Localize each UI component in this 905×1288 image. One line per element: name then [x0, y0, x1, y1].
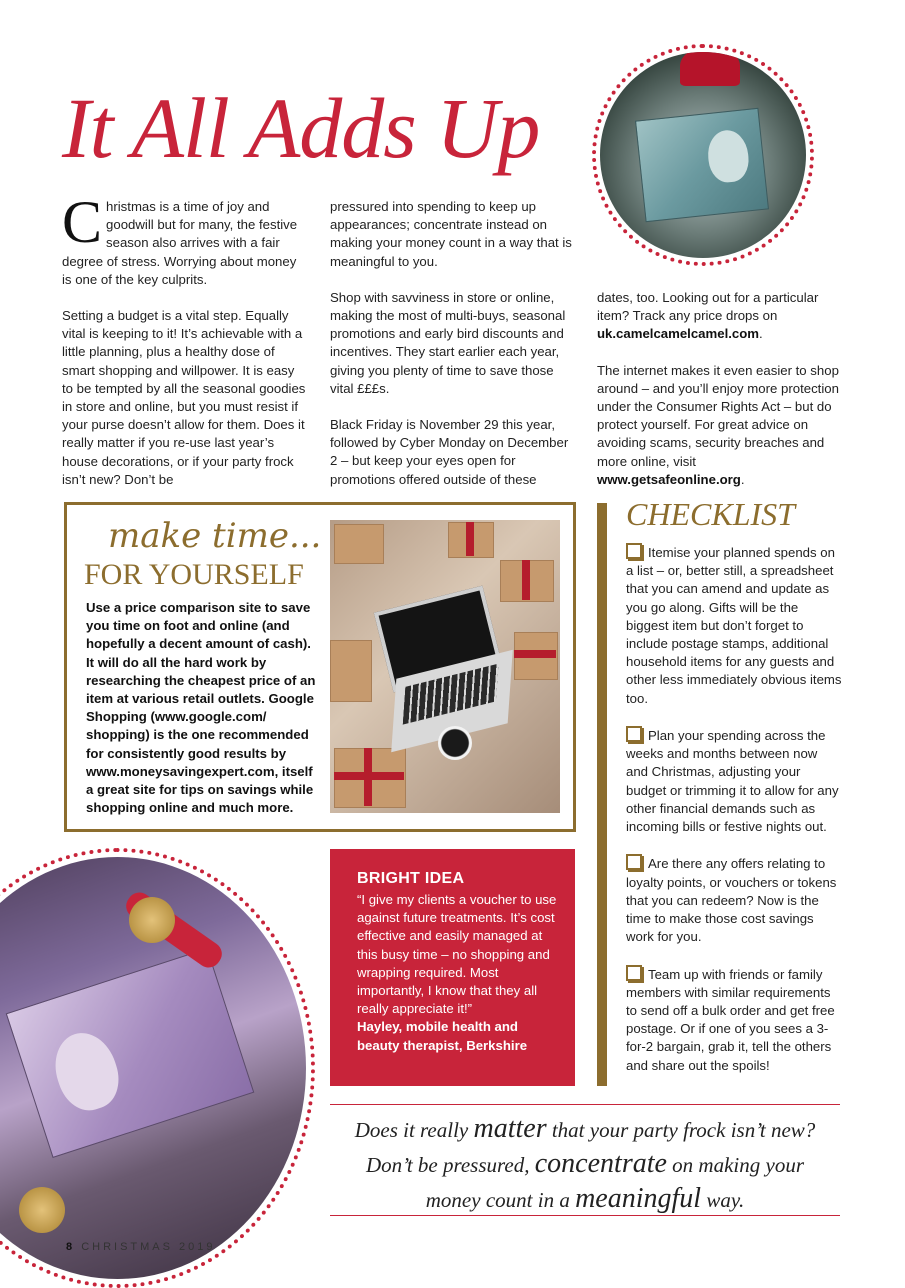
banknotes-tinsel-photo — [0, 848, 315, 1288]
bright-idea-title: BRIGHT IDEA — [357, 870, 465, 887]
col2-paragraph-3: Black Friday is November 29 this year, followed by Cyber Monday on December 2 – but keep your eyes open for promotions offered outside of these — [330, 417, 569, 487]
body-column-2 — [330, 198, 576, 507]
twenty-pound-note-icon — [6, 948, 255, 1158]
make-time-body: Use a price comparison site to save you time on foot and online (and hopefully a decent amount of cash). It will do all the hard work by researching the cheapest price of an item at various retail outlets. Google Shopping (www.google.com/ shopping) is the one recommended for consistently good results by www.moneysavingexpert.com, itself a great site for tips on savings while shopping online and much more. — [86, 600, 316, 816]
checkbox-icon — [626, 726, 642, 742]
bright-idea-attribution: Hayley, mobile health and beauty therapist, Berkshire — [357, 1019, 528, 1053]
bright-idea-quote: “I give my clients a voucher to use against future treatments. It’s cost effective and easily managed at this busy time – no shopping and wrapping required. Most importantly, I know that they all really appreciate it!” — [357, 892, 557, 1017]
checkbox-icon — [626, 854, 642, 870]
five-pound-note-icon — [635, 108, 769, 222]
coin-icon — [19, 1187, 65, 1233]
checklist-bar — [597, 503, 607, 1086]
camelcamelcamel-link[interactable]: uk.camelcamelcamel.com — [597, 326, 760, 342]
bright-idea-body — [357, 891, 562, 1055]
col2-paragraph-1: pressured into spending to keep up appearances; concentrate instead on making your money count in a way that is meaningful to you. — [330, 199, 572, 269]
pull-quote: Does it really matter that your party frock isn’t new? Don’t be pressured, concentrate on making your money count in a meaningful way. — [354, 1113, 816, 1214]
coffee-cup-icon — [438, 726, 472, 760]
checkbox-icon — [626, 965, 642, 981]
pull-quote-rule-top — [330, 1104, 840, 1105]
banknote-ornament-photo — [592, 44, 814, 266]
intro-paragraph-2: Setting a budget is a vital step. Equally vital is keeping to it! It’s achievable with a little planning, plus a healthy dose of smart shopping and willpower. It is easy to be tempted by all the seasonal goodies in store and online, but you must resist if your purse doesn’t allow for them. Does it really matter if you re-use last year’s house decorations, or if your party frock isn’t new? Don’t be — [62, 308, 306, 487]
getsafeonline-link[interactable]: www.getsafeonline.org — [597, 471, 741, 487]
checkbox-icon — [626, 543, 642, 559]
checklist-item: Team up with friends or family members with similar requirements to send off a bulk order and get free postage. Or if one of you sees a 3-for-2 bargain, grab it, tell the others and share out the spoils! — [626, 966, 835, 1073]
col3-paragraph-2: The internet makes it even easier to shop around – and you’ll enjoy more protection under the Consumer Rights Act – but do protect yourself. For great advice on avoiding scams, security breaches and more online, visit www.getsafeonline.org. — [597, 362, 839, 487]
col2-paragraph-2: Shop with savviness in store or online, making the most of multi-buys, seasonal promotions and early bird discounts and incentives. They start earlier each year, giving you plenty of time to save those vital £££s. — [330, 289, 566, 396]
drop-cap: C — [62, 189, 103, 255]
intro-column — [62, 189, 308, 507]
ribbon-bow-icon — [680, 52, 740, 86]
for-yourself-heading: FOR YOURSELF — [84, 558, 304, 591]
page-title: It All Adds Up — [62, 80, 540, 176]
footer-label: CHRISTMAS 2019 — [81, 1241, 216, 1253]
pull-quote-rule-bottom — [330, 1215, 840, 1216]
body-column-3 — [597, 289, 842, 507]
checklist-item: Are there any offers relating to loyalty points, or vouchers or tokens that you can redeem? Now is the time to make those cost savings work for you. — [626, 856, 837, 945]
checklist-item: Itemise your planned spends on a list – or, better still, a spreadsheet that you can amend and update as you go along. Gifts will be the biggest item but don’t forget to include postage stamps, additional household items for any guests and other less immediately obvious items too. — [626, 545, 842, 706]
col3-paragraph-1: dates, too. Looking out for a particular item? Track any price drops on uk.camelcamelcamel.com. — [597, 290, 819, 342]
page-footer — [66, 1241, 216, 1253]
intro-paragraph-1: hristmas is a time of joy and goodwill but for many, the festive season also arrives with a fair degree of stress. Worrying about money is one of the key culprits. — [62, 199, 298, 287]
page-number: 8 — [66, 1241, 76, 1253]
checklist-item: Plan your spending across the weeks and months between now and Christmas, adjusting your budget or trimming it to allow for any other financial demands such as incoming bills or festive nights out. — [626, 728, 839, 835]
checklist — [626, 543, 842, 1093]
make-time-script-heading: make time... — [108, 516, 322, 556]
coin-icon — [129, 897, 175, 943]
checklist-heading: CHECKLIST — [626, 496, 795, 532]
laptop-shopping-photo — [330, 520, 560, 813]
